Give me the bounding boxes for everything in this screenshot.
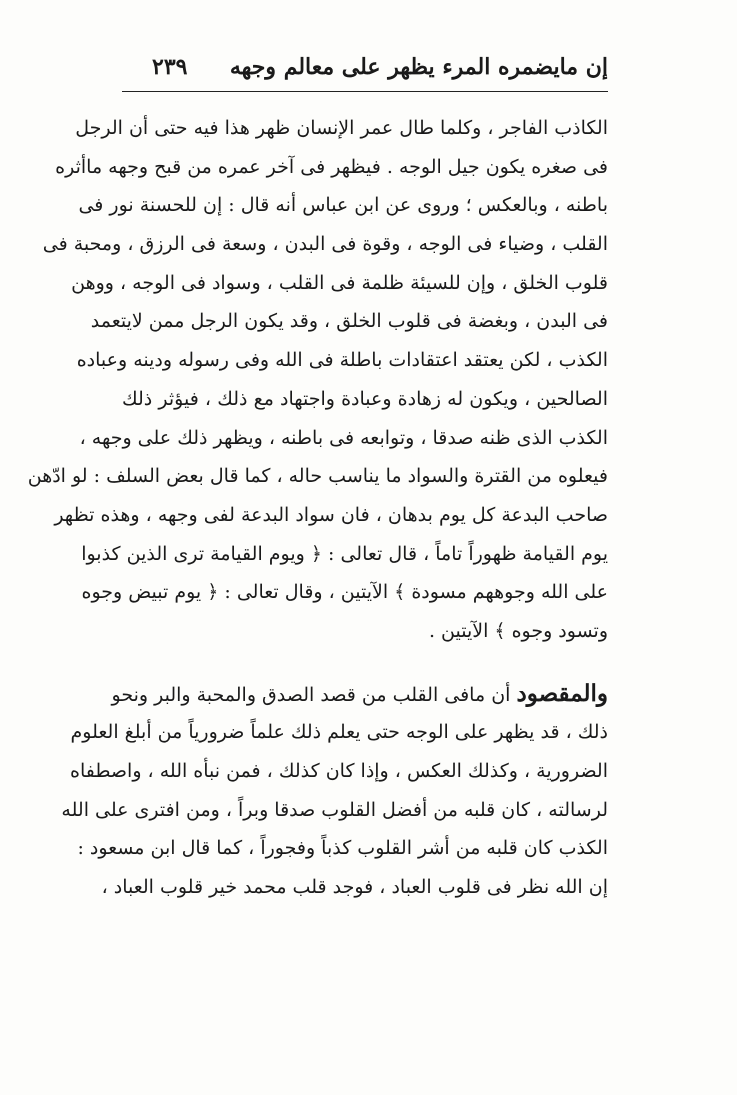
- text-line: قلوب الخلق ، وإن للسيئة ظلمة فى القلب ، وسواد فى الوجه ، ووهن: [71, 271, 608, 294]
- text-line: إن الله نظر فى قلوب العباد ، فوجد قلب محمد خير قلوب العباد ،: [101, 876, 608, 899]
- body-text: [27, 109, 608, 907]
- text-line: الكذب ، لكن يعتقد اعتقادات باطلة فى الله وفى رسوله ودينه وعباده: [76, 349, 608, 372]
- lead-word: والمقصود: [516, 679, 608, 707]
- text-line: لرسالته ، كان قلبه من أفضل القلوب صدقا وبراً ، ومن افترى على الله: [61, 798, 608, 821]
- text-line: صاحب البدعة كل يوم بدهان ، فان سواد البدعة لفى وجهه ، وهذه تظهر: [54, 503, 608, 526]
- text-line: [111, 675, 608, 714]
- text-line: الكذب الذى ظنه صدقا ، وتوابعه فى باطنه ، ويظهر ذلك على وجهه ،: [79, 426, 608, 449]
- text-line: على الله وجوههم مسودة ﴾ الآيتين ، وقال تعالى : ﴿ يوم تبيض وجوه: [81, 581, 608, 604]
- text-line: القلب ، وضياء فى الوجه ، وقوة فى البدن ، وسعة فى الرزق ، ومحبة فى: [42, 233, 608, 256]
- text-line: الصالحين ، ويكون له زهادة وعبادة واجتهاد مع ذلك ، فيؤثر ذلك: [122, 387, 608, 410]
- text-line: فى صغره يكون جيل الوجه . فيظهر فى آخر عمره من قبح وجهه ماأثره: [55, 155, 608, 178]
- text-line: الكذب كان قلبه من أشر القلوب كذباً وفجوراً ، كما قال ابن مسعود :: [77, 837, 608, 860]
- text-line: ذلك ، قد يظهر على الوجه حتى يعلم ذلك علماً ضرورياً من أبلغ العلوم: [70, 721, 608, 744]
- text-line: باطنه ، وبالعكس ؛ وروى عن ابن عباس أنه قال : إن للحسنة نور فى: [78, 194, 608, 217]
- header-rule: [122, 91, 608, 92]
- text-line: فى البدن ، وبغضة فى قلوب الخلق ، وقد يكون الرجل ممن لايتعمد: [90, 310, 608, 333]
- page-number: ٢٣٩: [152, 54, 188, 80]
- line-rest: أن مافى القلب من قصد الصدق والمحبة والبر ونحو: [111, 683, 511, 706]
- text-line: الكاذب الفاجر ، وكلما طال عمر الإنسان ظهر هذا فيه حتى أن الرجل: [75, 117, 608, 139]
- text-line: يوم القيامة ظهوراً تاماً ، قال تعالى : ﴿ ويوم القيامة ترى الذين كذبوا: [81, 542, 608, 565]
- page-header: [122, 50, 608, 90]
- text-line: فيعلوه من القترة والسواد ما يناسب حاله ، كما قال بعض السلف : لو ادّهن: [27, 465, 608, 488]
- running-title: إن مايضمره المرء يظهر على معالم وجهه: [229, 54, 608, 80]
- paragraph-gap: [122, 651, 608, 675]
- text-line: وتسود وجوه ﴾ الآيتين .: [428, 619, 608, 642]
- text-line: الضرورية ، وكذلك العكس ، وإذا كان كذلك ، فمن نبأه الله ، واصطفاه: [69, 760, 608, 782]
